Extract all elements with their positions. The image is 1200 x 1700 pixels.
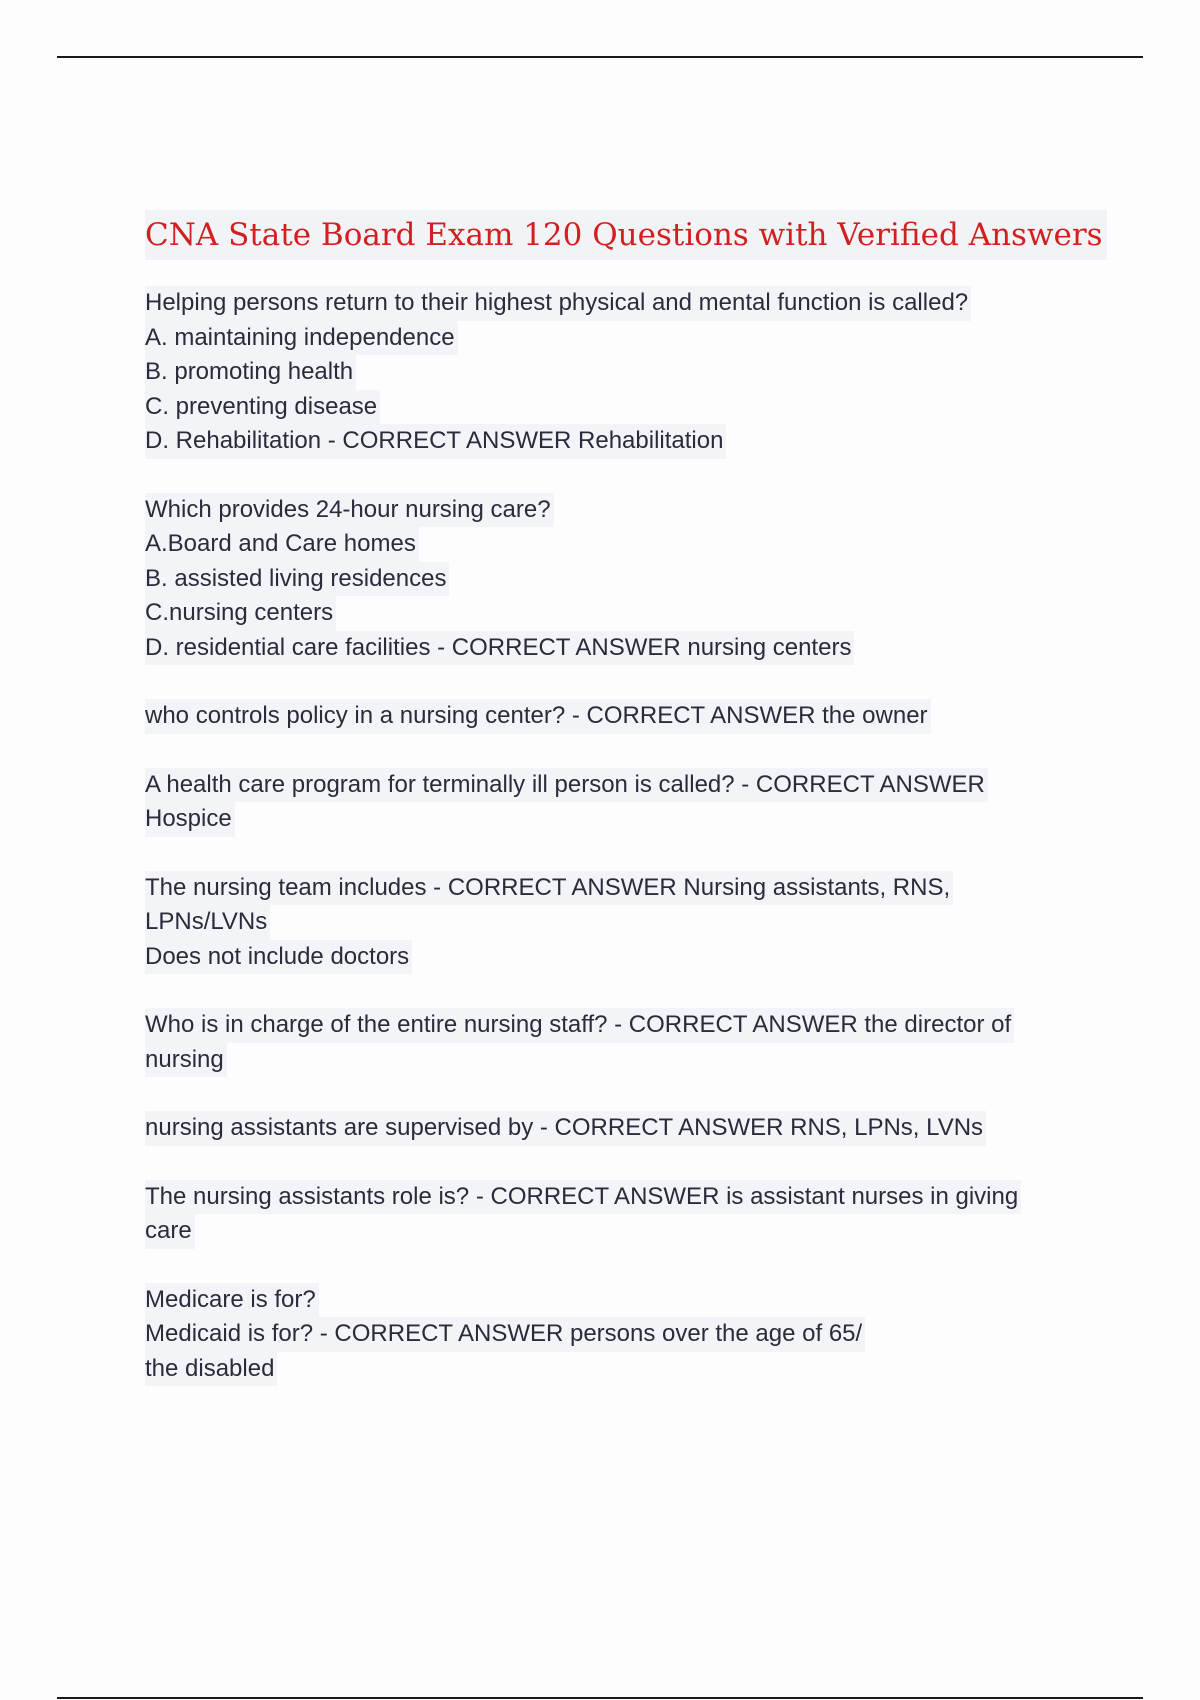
option-line: D. Rehabilitation - CORRECT ANSWER Rehabilitation — [145, 424, 726, 459]
answer-line: care — [145, 1214, 195, 1249]
qa-block — [145, 1008, 1085, 1077]
qa-block — [145, 1111, 1085, 1146]
question-line: The nursing team includes - CORRECT ANSWER Nursing assistants, RNS, — [145, 871, 953, 906]
qa-block — [145, 493, 1085, 666]
question-line: nursing assistants are supervised by - CORRECT ANSWER RNS, LPNs, LVNs — [145, 1111, 986, 1146]
document-title: CNA State Board Exam 120 Questions with Verified Answers — [145, 210, 1107, 260]
answer-line: Hospice — [145, 802, 235, 837]
bottom-rule — [57, 1697, 1143, 1699]
option-line: C. preventing disease — [145, 390, 380, 425]
question-line: Who is in charge of the entire nursing staff? - CORRECT ANSWER the director of — [145, 1008, 1014, 1043]
question-line: who controls policy in a nursing center? - CORRECT ANSWER the owner — [145, 699, 931, 734]
qa-block — [145, 768, 1085, 837]
question-line: Helping persons return to their highest physical and mental function is called? — [145, 286, 971, 321]
option-line: B. assisted living residences — [145, 562, 449, 597]
question-line: Medicare is for? — [145, 1283, 319, 1318]
option-line: A. maintaining independence — [145, 321, 458, 356]
qa-block — [145, 1180, 1085, 1249]
answer-line: Does not include doctors — [145, 940, 412, 975]
qa-block — [145, 1283, 1085, 1387]
qa-block — [145, 871, 1085, 975]
option-line: C.nursing centers — [145, 596, 336, 631]
option-line: D. residential care facilities - CORRECT ANSWER nursing centers — [145, 631, 854, 666]
question-line: Which provides 24-hour nursing care? — [145, 493, 554, 528]
option-line: B. promoting health — [145, 355, 356, 390]
question-line: Medicaid is for? - CORRECT ANSWER persons over the age of 65/ — [145, 1317, 865, 1352]
qa-block — [145, 286, 1085, 459]
question-line: A health care program for terminally ill person is called? - CORRECT ANSWER — [145, 768, 988, 803]
answer-line: nursing — [145, 1043, 227, 1078]
answer-line: the disabled — [145, 1352, 277, 1387]
qa-block — [145, 699, 1085, 734]
top-rule — [57, 56, 1143, 58]
answer-line: LPNs/LVNs — [145, 905, 270, 940]
document-body — [145, 210, 1103, 1420]
question-line: The nursing assistants role is? - CORRECT ANSWER is assistant nurses in giving — [145, 1180, 1021, 1215]
option-line: A.Board and Care homes — [145, 527, 419, 562]
